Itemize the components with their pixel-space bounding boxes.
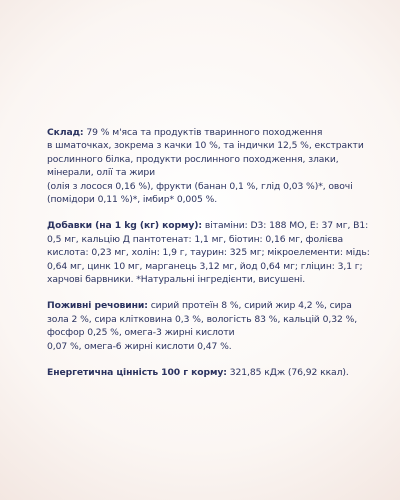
additives-paragraph — [47, 219, 370, 286]
composition-line-4: мінерали, олії та жири — [47, 167, 156, 179]
nutrients-line-4: 0,07 %, омега-6 жирні кислоти 0,47 %. — [47, 340, 232, 352]
additives-label: Добавки (на 1 kg (кг) корму): — [47, 220, 203, 232]
energy-line-1 — [47, 366, 367, 379]
nutrients-line-1 — [47, 299, 367, 312]
composition-section — [47, 126, 367, 206]
composition-line-6: (помідори 0,11 %)*, імбир* 0,005 %. — [47, 194, 218, 206]
nutrients-line-2: зола 2 %, сира клітковина 0,3 %, вологість 83 %, кальцій 0,32 %, — [47, 313, 358, 325]
additives-section — [47, 219, 370, 286]
composition-line-2: в шматочках, зокрема з качки 10 %, та індички 12,5 %, екстракти — [47, 140, 364, 152]
additives-line-4: 0,64 мг, цинк 10 мг, марганець 3,12 мг, йод 0,64 мг; гліцин: 3,1 г; — [47, 260, 363, 272]
nutrients-line-3: фосфор 0,25 %, омега-3 жирні кислоти — [47, 327, 235, 339]
energy-label: Енергетична цінність 100 г корму: — [47, 367, 227, 379]
nutrients-label: Поживні речовини: — [47, 300, 148, 312]
energy-section — [47, 366, 367, 379]
nutrients-text-1: сирий протеїн 8 %, сирий жир 4,2 %, сира — [147, 300, 352, 312]
additives-line-1 — [47, 219, 367, 232]
composition-paragraph — [47, 126, 367, 206]
composition-label: Склад: — [47, 127, 84, 138]
composition-line-1 — [47, 126, 367, 139]
nutrition-info — [47, 126, 370, 393]
nutrients-paragraph — [47, 299, 367, 353]
energy-text-1: 321,85 кДж (76,92 ккал). — [226, 367, 349, 379]
nutrients-section — [47, 299, 367, 353]
composition-line-3: рослинного білка, продукти рослинного походження, злаки, — [47, 153, 339, 165]
composition-text-1: 79 % м'яса та продуктів тваринного походження — [83, 127, 323, 138]
energy-paragraph — [47, 366, 367, 379]
additives-line-5: харчові барвники. *Натуральні інгредієнти, висушені. — [47, 274, 306, 286]
composition-line-5: (олія з лосося 0,16 %), фрукти (банан 0,1 %, глід 0,03 %)*, овочі — [47, 180, 353, 192]
additives-line-2: 0,5 мг, кальцію Д пантотенат: 1,1 мг, біотин: 0,16 мг, фолієва — [47, 233, 344, 245]
additives-text-1: вітаміни: D3: 188 МО, Е: 37 мг, B1: — [202, 220, 369, 232]
additives-line-3: кислота: 0,23 мг, холін: 1,9 г, таурин: 325 мг; мікроелементи: мідь: — [47, 247, 370, 259]
